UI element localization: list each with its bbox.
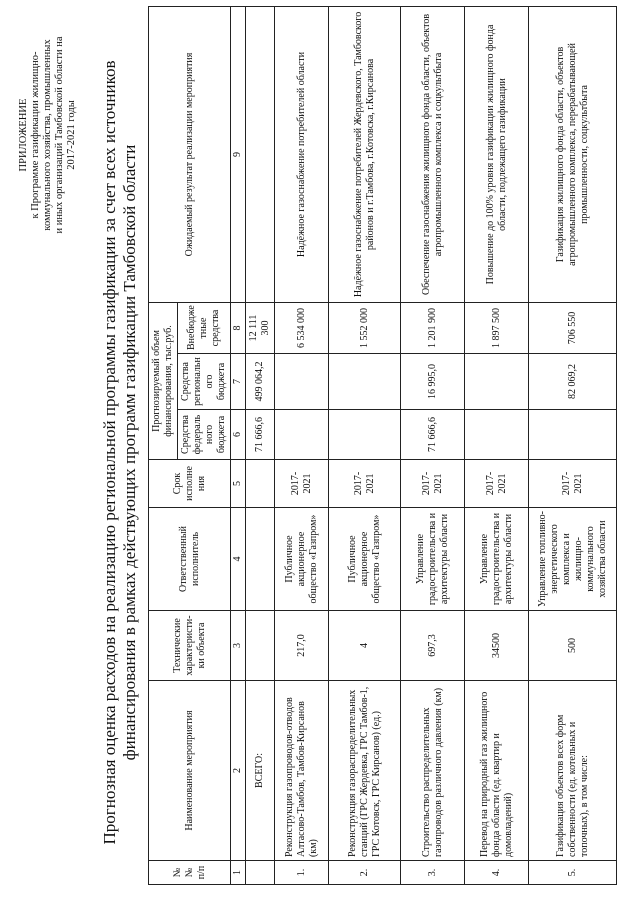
row-name: Строительство распределительных газопроводов различного давления (км) [401,681,465,861]
row-responsible: Управление градостроительства и архитектуры области [465,508,529,611]
total-extra: 12 111 300 [246,302,275,353]
header-tech: Технические характеристи-ки объекта [149,611,231,681]
column-number: 5 [231,460,246,508]
column-number: 1 [231,861,246,885]
header-extra: Внебюдже тные средства [178,302,231,353]
row-tech: 34500 [465,611,529,681]
row-responsible: Управление топливно-энергетического комплекса и жилищно-коммунального хозяйства области [529,508,617,611]
header-num: № № п/п [149,861,231,885]
row-result: Газификация жилищного фонда области, объектов агропромышленного комплекса, перерабатывающей промышленности, соцкультбыта [529,6,617,302]
row-extra: 1 201 900 [401,302,465,353]
row-federal: 71 666,6 [401,410,465,460]
appendix-line: и иных организаций Тамбовской области на [54,36,65,234]
row-result: Надёжное газоснабжение потребителей области [275,6,329,302]
row-name: Газификация объектов всех форм собственности (ед. котельных и топочных), в том числе: [529,681,617,861]
column-number: 7 [231,354,246,410]
appendix-line: к Программе газификации жилищно- [30,51,41,219]
header-financing: Прогнозируемый объем финансирования, тыс.руб. [149,302,178,459]
column-number: 3 [231,611,246,681]
row-term: 2017-2021 [465,460,529,508]
column-number: 9 [231,6,246,302]
table-row [401,6,465,884]
row-regional: 16 995,0 [401,354,465,410]
row-regional [465,354,529,410]
table-row [329,6,401,884]
header-federal: Средства федераль ного бюджета [178,410,231,460]
row-responsible: Управление градостроительства и архитектуры области [401,508,465,611]
row-federal [465,410,529,460]
row-regional [275,354,329,410]
row-regional: 82 069,2 [529,354,617,410]
header-term: Срок исполне ния [149,460,231,508]
header-name: Наименование мероприятия [149,681,231,861]
column-number: 8 [231,302,246,353]
row-extra: 706 550 [529,302,617,353]
financing-table [148,6,617,885]
row-name: Реконструкция газораспределительных станций (ГРС Жердевка, ГРС Тамбов-1, ГРС Котовск, ГРС Кирсанов) (ед.) [329,681,401,861]
row-federal [275,410,329,460]
row-result: Обеспечение газоснабжения жилищного фонда области, объектов агропромышленного комплекса и соцкультбыта [401,6,465,302]
row-tech: 217,0 [275,611,329,681]
row-tech: 4 [329,611,401,681]
row-tech: 500 [529,611,617,681]
column-number-row [231,6,246,884]
row-term: 2017-2021 [275,460,329,508]
row-num: 4. [465,861,529,885]
column-number: 4 [231,508,246,611]
total-label: ВСЕГО: [246,681,275,861]
row-name: Реконструкция газопроводов-отводов Алтасово-Тамбов, Тамбов-Кирсанов (км) [275,681,329,861]
appendix-note [18,5,78,265]
row-extra: 6 534 000 [275,302,329,353]
header-regional: Средства региональн ого бюджета [178,354,231,410]
total-federal: 71 666,6 [246,410,275,460]
column-number: 6 [231,410,246,460]
table-row [275,6,329,884]
page-title [100,20,140,885]
row-name: Перевод на природный газ жилищного фонда области (ед. квартир и домовладений) [465,681,529,861]
title-line-1: Прогнозная оценка расходов на реализацию региональной программы газификации за счет всех источников [100,60,119,845]
row-regional [329,354,401,410]
column-number: 2 [231,681,246,861]
row-term: 2017-2021 [329,460,401,508]
table-row [529,6,617,884]
row-term: 2017-2021 [401,460,465,508]
header-responsible: Ответственный исполнитель [149,508,231,611]
header-result: Ожидаемый результат реализации мероприятия [149,6,231,302]
row-tech: 697,3 [401,611,465,681]
appendix-line: коммунального хозяйства, промышленных [42,39,53,231]
row-responsible: Публичное акционерное общество «Газпром» [275,508,329,611]
title-line-2: финансирования в рамках действующих программ газификации Тамбовской области [120,144,139,761]
header-row [149,6,178,884]
row-extra: 1 552 000 [329,302,401,353]
row-num: 3. [401,861,465,885]
row-num: 5. [529,861,617,885]
row-result: Надёжное газоснабжение потребителей Жердевского, Тамбовского районов и г.Тамбова, г.Котовска, г.Кирсанова [329,6,401,302]
row-num: 2. [329,861,401,885]
row-extra: 1 897 500 [465,302,529,353]
row-num: 1. [275,861,329,885]
row-result: Повышение до 100% уровня газификации жилищного фонда области, подлежащего газификации [465,6,529,302]
row-responsible: Публичное акционерное общество «Газпром» [329,508,401,611]
appendix-line: 2017-2021 годы [66,100,77,170]
total-row [246,6,275,884]
row-federal [529,410,617,460]
row-term: 2017-2021 [529,460,617,508]
appendix-title: ПРИЛОЖЕНИЕ [18,98,29,172]
total-regional: 499 064,2 [246,354,275,410]
table-row [465,6,529,884]
row-federal [329,410,401,460]
